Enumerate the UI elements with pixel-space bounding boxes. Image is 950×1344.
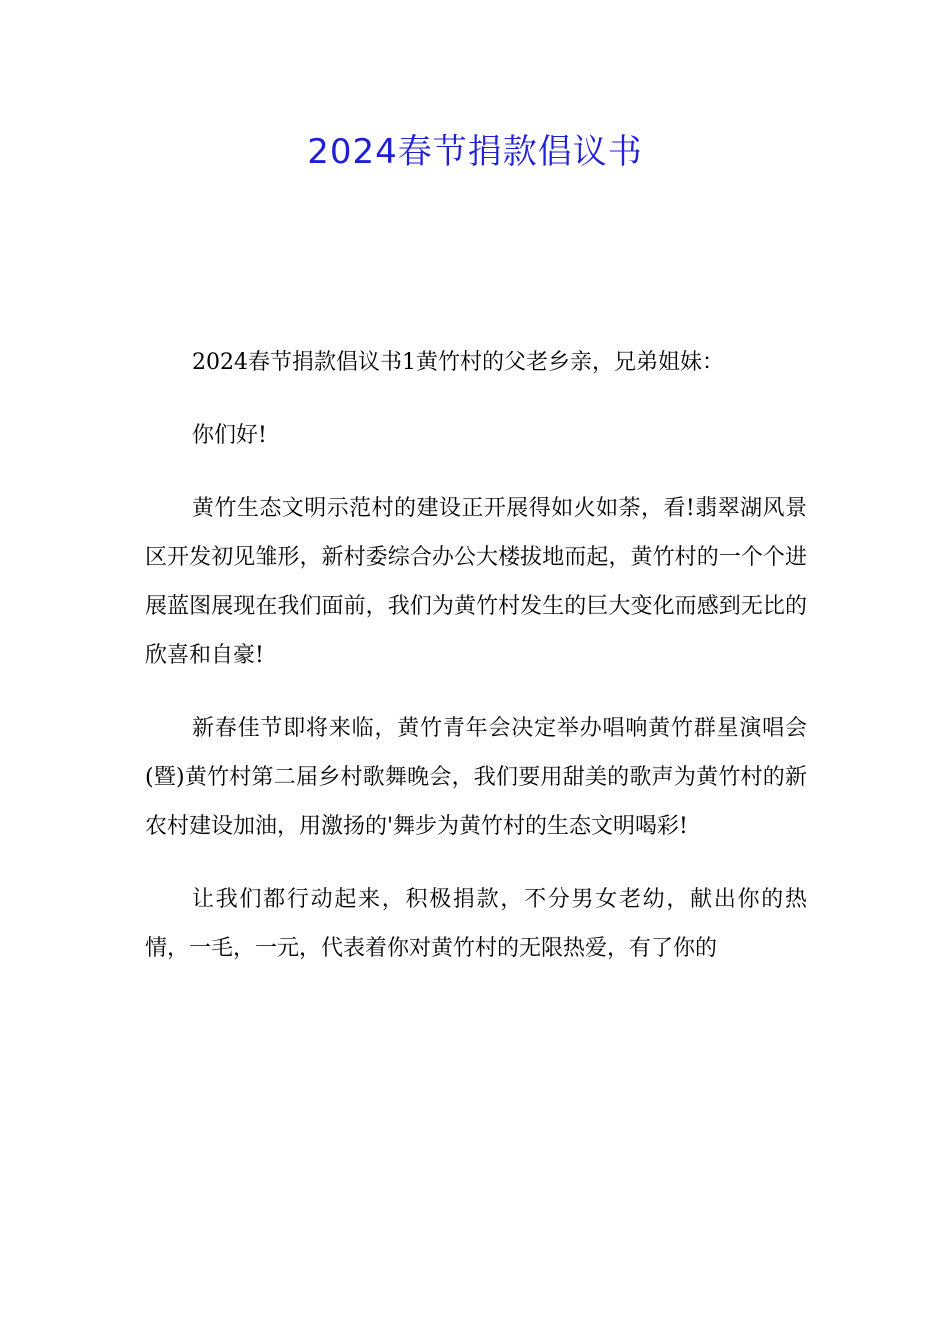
document-title: 2024春节捐款倡议书 [307,132,643,172]
document-body [145,338,807,997]
paragraph-spring-festival-concert: 新春佳节即将来临，黄竹青年会决定举办唱响黄竹群星演唱会(暨)黄竹村第二届乡村歌舞晚会，我们要用甜美的歌声为黄竹村的新农村建设加油，用激扬的'舞步为黄竹村的生态文明喝彩! [145,716,807,839]
paragraph-salutation: 你们好! [192,423,267,448]
paragraph-village-progress: 黄竹生态文明示范村的建设正开展得如火如荼，看!翡翠湖风景区开发初见雏形，新村委综合办公大楼拔地而起，黄竹村的一个个进展蓝图展现在我们面前，我们为黄竹村发生的巨大变化而感到无比的欣喜和自豪! [145,496,807,668]
paragraph-donation-appeal: 让我们都行动起来，积极捐款，不分男女老幼，献出你的热情，一毛，一元，代表着你对黄竹村的无限热爱，有了你的 [145,887,807,961]
paragraph-heading-greeting: 2024春节捐款倡议书1黄竹村的父老乡亲，兄弟姐妹： [192,350,724,375]
